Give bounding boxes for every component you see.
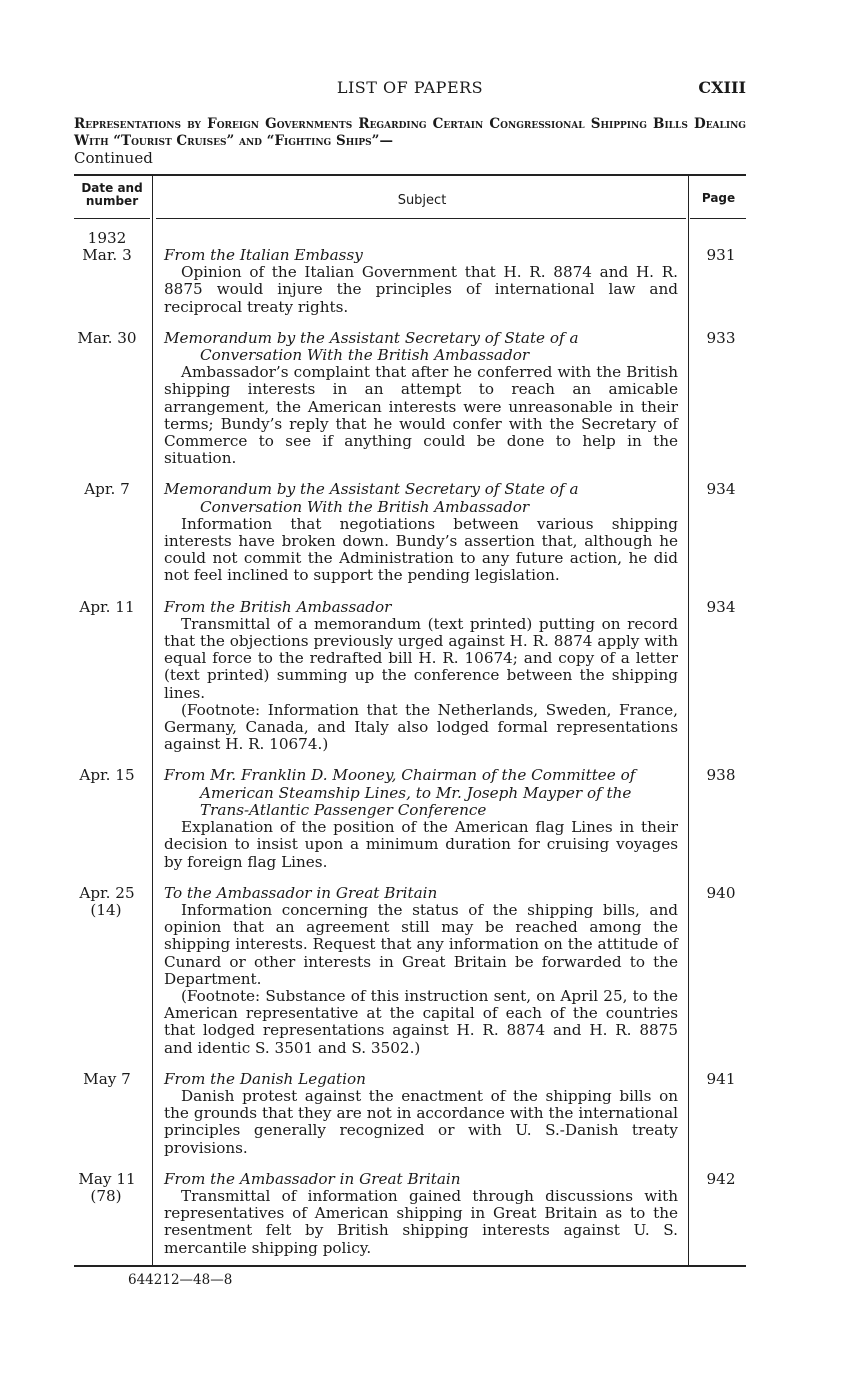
table-bottom-rule [74,1265,746,1267]
entry-date: May 11 [78,1169,136,1188]
entry-year: 1932 [87,229,127,247]
entry-date-cell [74,330,140,347]
entry-date: Mar. 3 [82,246,132,265]
section-title-text: Representations by Foreign Governments Regarding Certain Congressional Shipping Bills Dealing With “Tourist Cruises” and “Fighting Ships”— [74,116,746,149]
entry-date-cell [74,1171,140,1205]
table-row [74,330,746,468]
entry-text: Transmittal of information gained through discussions with representatives of American shipping in Great Britain as to the resentment felt by British shipping interests against U. S. mercantile shipping policy. [164,1186,678,1257]
table-row [74,1071,746,1157]
entry-date-cell [74,1071,140,1088]
entry-source: To the Ambassador in Great Britain [164,883,438,902]
table-row [74,885,746,1057]
entry-source: Memorandum by the Assistant Secretary of State of a Conversation With the British Ambassador [164,328,579,365]
table-row [74,481,746,584]
entry-page: 942 [706,1169,736,1188]
entry-text: Transmittal of a memorandum (text printed) putting on record that the objections previously urged against H. R. 8874 apply with equal force to the redrafted bill H. R. 10674; and copy of a letter (text printed) summing up the conference between the shipping lines. [164,614,678,702]
table-row [74,599,746,754]
entry-date: Apr. 15 [79,766,135,785]
entry-source: From the Danish Legation [164,1069,366,1088]
entry-page: 934 [706,597,736,616]
header-subject: Subject [397,193,447,208]
table-row [74,767,746,870]
entry-source: Memorandum by the Assistant Secretary of State of a Conversation With the British Ambassador [164,480,579,516]
entry-footnote: (Footnote: Substance of this instruction sent, on April 25, to the American representative at the capital of each of the countries that lodged representations against H. R. 8874 and H. R. 8875 and identic S. 3501 and S. 3502.) [164,986,678,1057]
print-code: 644212—48—8 [128,1272,233,1288]
entry-text: Explanation of the position of the American flag Lines in their decision to insist upon a minimum duration for cruising voyages by foreign flag Lines. [164,818,678,871]
running-head [74,78,746,102]
entry-page: 934 [706,480,736,499]
entry-date-cell [74,767,140,784]
entry-page: 938 [706,766,736,785]
header-rule [156,218,686,219]
entry-source: From the Italian Embassy [164,246,363,264]
running-title: LIST OF PAPERS [336,78,484,97]
entry-date: Mar. 30 [77,328,137,347]
entry-date-cell [74,230,140,264]
table-row [74,230,746,316]
header-date-and-number: Date and number [81,181,143,208]
table-top-rule [74,174,746,176]
entries-list [74,230,746,1257]
entry-subject [164,599,678,754]
entry-date: Apr. 25 [79,883,135,902]
entry-subject [164,767,678,870]
entry-subject [164,1171,678,1257]
entry-date-cell [74,481,140,498]
entry-subject [164,330,678,468]
entry-page: 933 [706,328,736,347]
entry-footnote: (Footnote: Information that the Netherlands, Sweden, France, Germany, Canada, and Italy also lodged formal representations against H. R. 10674.) [164,700,678,754]
entry-date-cell [74,599,140,616]
section-title [74,116,746,167]
page-number: CXIII [698,78,746,97]
entry-text: Opinion of the Italian Government that H. R. 8874 and H. R. 8875 would injure the principles of international law and reciprocal treaty rights. [164,263,678,316]
entry-date: Apr. 11 [79,597,135,616]
entry-text: Danish protest against the enactment of the shipping bills on the grounds that they are not in accordance with the international principles generally recognized or with U. S.-Danish treaty provisions. [164,1086,678,1157]
entry-subject [164,1071,678,1157]
entry-page: 940 [706,883,736,902]
continued-label: Continued [74,149,153,167]
entry-text: Information that negotiations between various shipping interests have broken down. Bundy’s assertion that, although he could not commit the Administration to any future action, he did not feel inclined to support the pending legislation. [164,514,678,585]
entry-source: From the Ambassador in Great Britain [164,1169,461,1188]
entry-subject [164,481,678,584]
entry-subject [164,885,678,1057]
header-rule [690,218,746,219]
entry-subject [164,230,678,316]
entry-number: (14) [90,900,122,919]
entry-page: 931 [706,246,736,264]
entry-source: From Mr. Franklin D. Mooney, Chairman of the Committee of American Steamship Lines, to Mr. Joseph Mayper of the Trans-Atlantic Passenger Conference [164,766,636,819]
header-page: Page [701,191,736,205]
entry-date-cell [74,885,140,919]
header-rule [74,218,150,219]
table-row [74,1171,746,1257]
entry-number: (78) [90,1186,122,1205]
entry-date: Apr. 7 [84,480,130,499]
entry-text: Ambassador’s complaint that after he conferred with the British shipping interests in an attempt to reach an amicable arrangement, the American interests were unreasonable in their terms; Bundy’s reply that he would confer with the Secretary of Commerce to see if anything could be done to help in the situation. [164,363,678,468]
papers-table [74,174,746,1267]
entry-page: 941 [706,1069,736,1088]
entry-source: From the British Ambassador [164,597,392,616]
entry-date: May 7 [83,1069,131,1088]
entry-text: Information concerning the status of the shipping bills, and opinion that an agreement still may be reached among the shipping interests. Request that any information on the attitude of Cunard or other interests in Great Britain be forwarded to the Department. [164,900,678,988]
